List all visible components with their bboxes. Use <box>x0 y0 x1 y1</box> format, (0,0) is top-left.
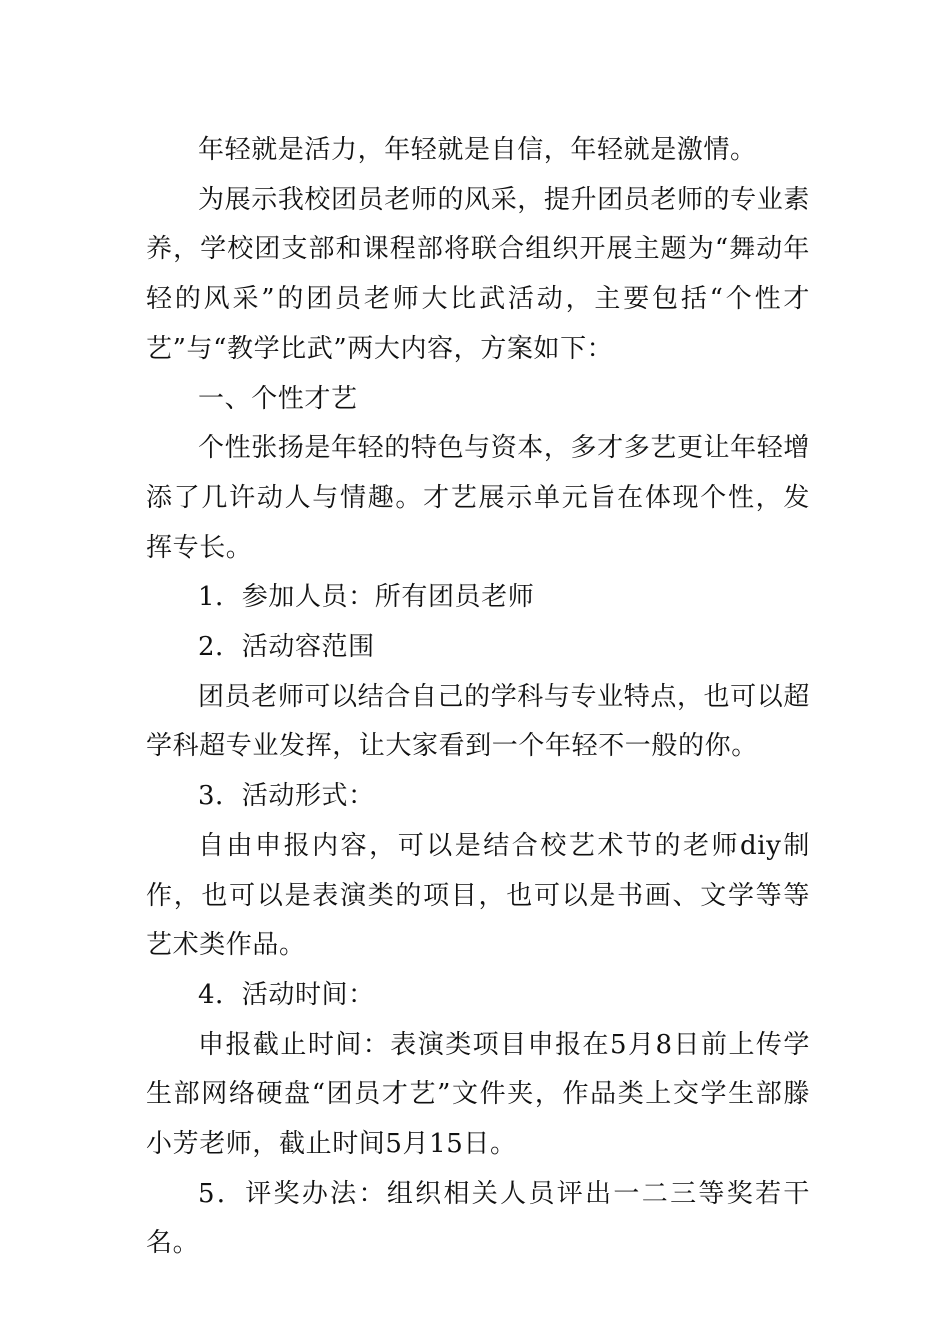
section-heading-talent: 一、个性才艺 <box>198 383 358 414</box>
paragraph-deadline: 申报截止时间：表演类项目申报在5月8日前上传学生部网络硬盘“团员才艺”文件夹，作品类上交学生部滕小芳老师，截止时间5月15日。 <box>146 1029 810 1160</box>
item-activity-time: 4．活动时间： <box>198 979 375 1010</box>
paragraph-intro: 年轻就是活力，年轻就是自信，年轻就是激情。 <box>198 135 757 165</box>
paragraph-format-description: 自由申报内容，可以是结合校艺术节的老师diy制作，也可以是表演类的项目，也可以是书画、文学等等艺术类作品。 <box>146 830 810 961</box>
paragraph-talent-description: 个性张扬是年轻的特色与资本，多才多艺更让年轻增添了几许动人与情趣。才艺展示单元旨在体现个性，发挥专长。 <box>146 433 810 563</box>
item-activity-scope: 2．活动容范围 <box>198 632 375 663</box>
paragraph-scope-description: 团员老师可以结合自己的学科与专业特点，也可以超学科超专业发挥，让大家看到一个年轻不一般的你。 <box>146 681 810 762</box>
item-activity-format: 3．活动形式： <box>198 781 375 812</box>
item-award-method: 5．评奖办法：组织相关人员评出一二三等奖若干名。 <box>146 1178 810 1259</box>
paragraph-purpose: 为展示我校团员老师的风采，提升团员老师的专业素养，学校团支部和课程部将联合组织开展主题为“舞动年轻的风采”的团员老师大比武活动，主要包括“个性才艺”与“教学比武”两大内容，方案如下： <box>146 184 810 364</box>
document-body <box>146 126 810 1269</box>
item-participants: 1．参加人员：所有团员老师 <box>198 582 535 613</box>
